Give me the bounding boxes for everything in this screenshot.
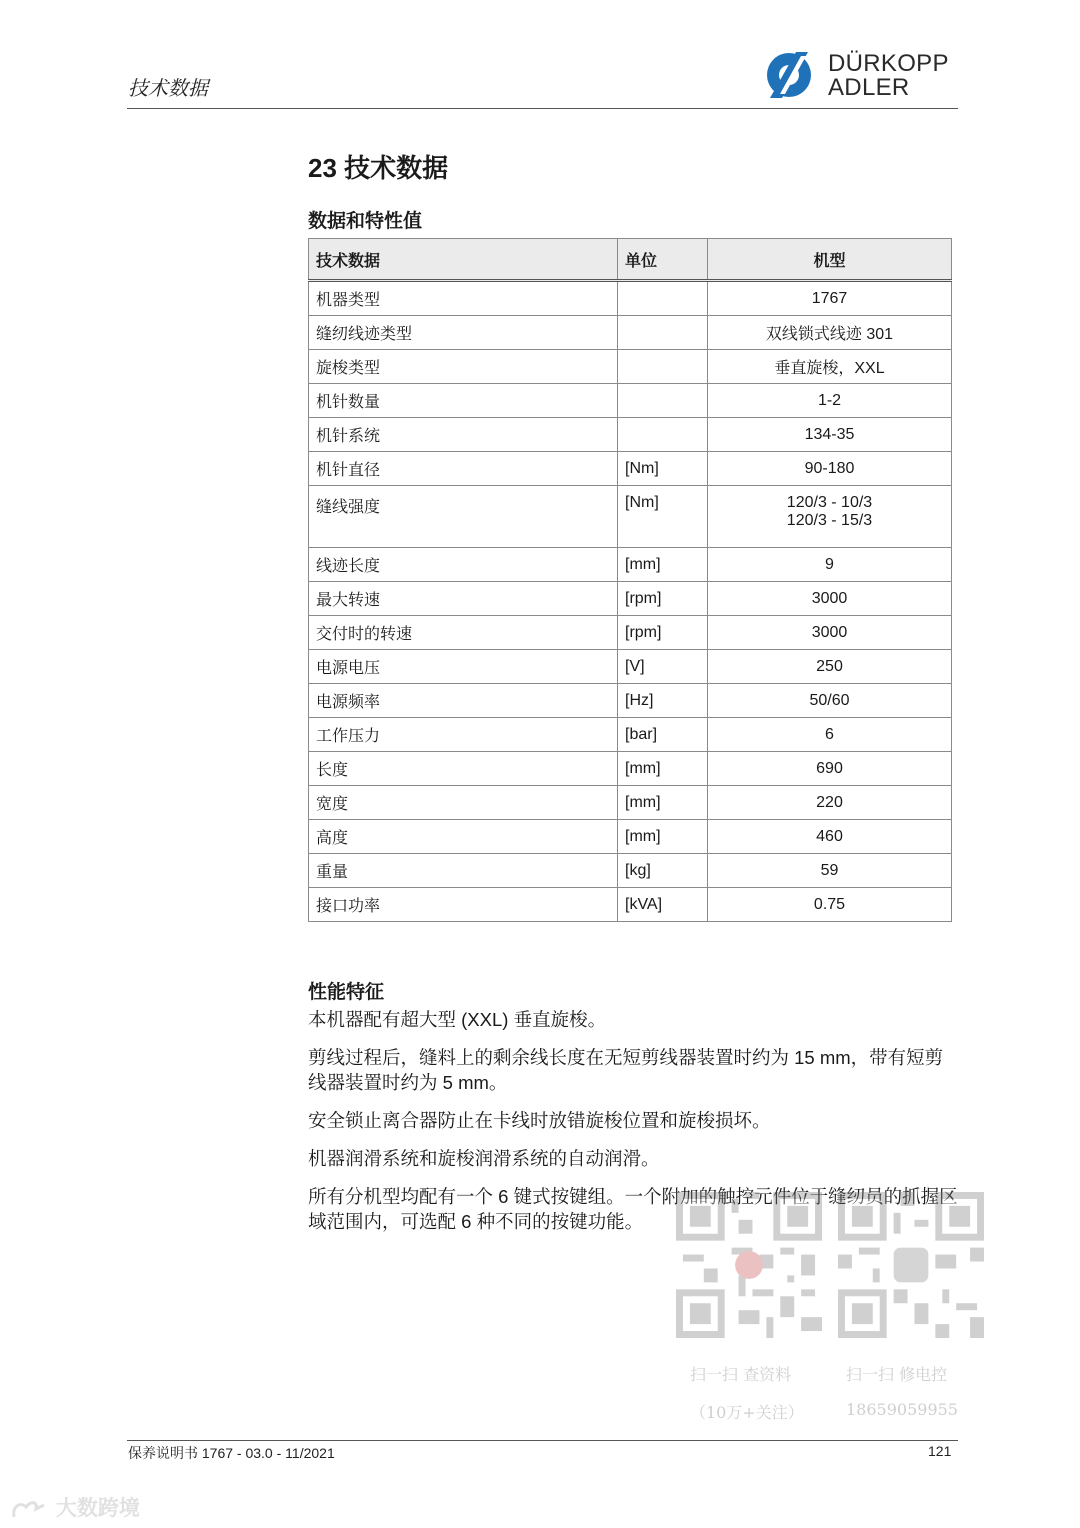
- cell-unit: [mm]: [618, 548, 708, 582]
- table-row: [309, 582, 952, 616]
- cell-value: 134-35: [708, 418, 952, 452]
- table-row: [309, 684, 952, 718]
- table-row: [309, 281, 952, 316]
- cell-value: 1767: [708, 281, 952, 316]
- cell-unit: [V]: [618, 650, 708, 684]
- cell-name: 线迹长度: [309, 548, 618, 582]
- spec-table: [308, 238, 952, 922]
- logo-text-line1: DÜRKOPP: [828, 50, 949, 77]
- cell-name: 机器类型: [309, 281, 618, 316]
- footer-doc-info: 保养说明书 1767 - 03.0 - 11/2021: [128, 1445, 335, 1461]
- cell-name: 最大转速: [309, 582, 618, 616]
- table-row: [309, 616, 952, 650]
- feature-paragraph: 机器润滑系统和旋梭润滑系统的自动润滑。: [308, 1148, 660, 1169]
- cell-unit: [rpm]: [618, 582, 708, 616]
- cell-unit: [kVA]: [618, 888, 708, 922]
- table-row: [309, 350, 952, 384]
- cell-value: 垂直旋梭，XXL: [708, 350, 952, 384]
- cell-unit: [bar]: [618, 718, 708, 752]
- cell-name: 工作压力: [309, 718, 618, 752]
- feature-paragraph: 本机器配有超大型 (XXL) 垂直旋梭。: [308, 1009, 607, 1030]
- cell-unit: [618, 384, 708, 418]
- cell-name: 高度: [309, 820, 618, 854]
- chapter-title: 23 技术数据: [308, 153, 449, 183]
- logo-text-line2: ADLER: [828, 74, 910, 101]
- cell-unit: [618, 350, 708, 384]
- cell-unit: [mm]: [618, 820, 708, 854]
- table-row: [309, 650, 952, 684]
- cell-value: 3000: [708, 616, 952, 650]
- cell-name: 缝纫线迹类型: [309, 316, 618, 350]
- cell-value: 6: [708, 718, 952, 752]
- feature-paragraph: 剪线过程后，缝料上的剩余线长度在无短剪线器装置时约为 15 mm，带有短剪线器装置时约为 5 mm。: [308, 1047, 944, 1093]
- cell-unit: [618, 281, 708, 316]
- cell-unit: [mm]: [618, 752, 708, 786]
- table-row: [309, 486, 952, 548]
- logo-mark-icon: [762, 50, 822, 100]
- cell-name: 电源频率: [309, 684, 618, 718]
- table-row: [309, 316, 952, 350]
- page-number: 121: [928, 1443, 952, 1459]
- cell-unit: [Nm]: [618, 452, 708, 486]
- cell-value: 690: [708, 752, 952, 786]
- cell-unit: [Hz]: [618, 684, 708, 718]
- cell-value: 90-180: [708, 452, 952, 486]
- cell-name: 交付时的转速: [309, 616, 618, 650]
- brand-watermark-text: 大数跨境: [55, 1497, 140, 1520]
- brand-logo: [762, 50, 958, 100]
- qr-code-icon: [676, 1192, 822, 1338]
- table-row: [309, 418, 952, 452]
- cell-value: 460: [708, 820, 952, 854]
- table-row: [309, 888, 952, 922]
- cell-value-line1: 120/3 - 10/3: [786, 494, 873, 511]
- cell-value: 3000: [708, 582, 952, 616]
- cell-value: 59: [708, 854, 952, 888]
- col-header-model: 机型: [708, 239, 952, 281]
- footer-rule: [127, 1440, 958, 1441]
- header-rule: [127, 108, 958, 109]
- qr-caption: 扫一扫 查资料: [690, 1365, 792, 1384]
- table-row: [309, 548, 952, 582]
- qr-code-icon: [838, 1192, 984, 1338]
- cell-value: 220: [708, 786, 952, 820]
- table-row: [309, 452, 952, 486]
- table-row: [309, 384, 952, 418]
- table-row: [309, 786, 952, 820]
- cell-name: 电源电压: [309, 650, 618, 684]
- cell-name: 机针直径: [309, 452, 618, 486]
- cell-unit: [Nm]: [618, 486, 708, 548]
- table-row: [309, 752, 952, 786]
- feature-paragraph: 安全锁止离合器防止在卡线时放错旋梭位置和旋梭损坏。: [308, 1110, 771, 1131]
- cell-name: 机针系统: [309, 418, 618, 452]
- cell-value: 0.75: [708, 888, 952, 922]
- cell-value: 1-2: [708, 384, 952, 418]
- col-header-unit: 单位: [618, 239, 708, 281]
- feature-paragraph: 所有分机型均配有一个 6 键式按键组。一个附加的触控元件位于缝纫员的抓握区域范围内，可选配 6 种不同的按键功能。: [308, 1186, 958, 1232]
- table-row: [309, 854, 952, 888]
- cell-unit: [618, 418, 708, 452]
- col-header-spec: 技术数据: [309, 239, 618, 281]
- cell-value: 50/60: [708, 684, 952, 718]
- brand-watermark: [10, 1492, 140, 1522]
- cell-unit: [rpm]: [618, 616, 708, 650]
- cell-unit: [618, 316, 708, 350]
- cell-value: 双线锁式线迹 301: [708, 316, 952, 350]
- cell-value: 9: [708, 548, 952, 582]
- features-title: 性能特征: [308, 982, 385, 1003]
- cell-name: 机针数量: [309, 384, 618, 418]
- section-title: 数据和特性值: [308, 211, 423, 232]
- cell-name: 长度: [309, 752, 618, 786]
- header-title: 技术数据: [128, 78, 208, 100]
- cell-value: [708, 486, 952, 548]
- cell-name: 接口功率: [309, 888, 618, 922]
- cell-value-line2: 120/3 - 15/3: [786, 512, 873, 529]
- cell-name: 重量: [309, 854, 618, 888]
- cell-name: 宽度: [309, 786, 618, 820]
- cell-name: 缝线强度: [309, 486, 618, 548]
- cell-value: 250: [708, 650, 952, 684]
- qr-caption: 扫一扫 修电控: [846, 1365, 948, 1384]
- table-row: [309, 718, 952, 752]
- cell-unit: [kg]: [618, 854, 708, 888]
- brand-logo-icon: [10, 1497, 50, 1521]
- cell-name: 旋梭类型: [309, 350, 618, 384]
- qr-caption: （10万+关注）: [690, 1403, 804, 1422]
- qr-caption: 18659059955: [846, 1400, 958, 1419]
- table-header-row: [309, 239, 952, 281]
- cell-unit: [mm]: [618, 786, 708, 820]
- table-row: [309, 820, 952, 854]
